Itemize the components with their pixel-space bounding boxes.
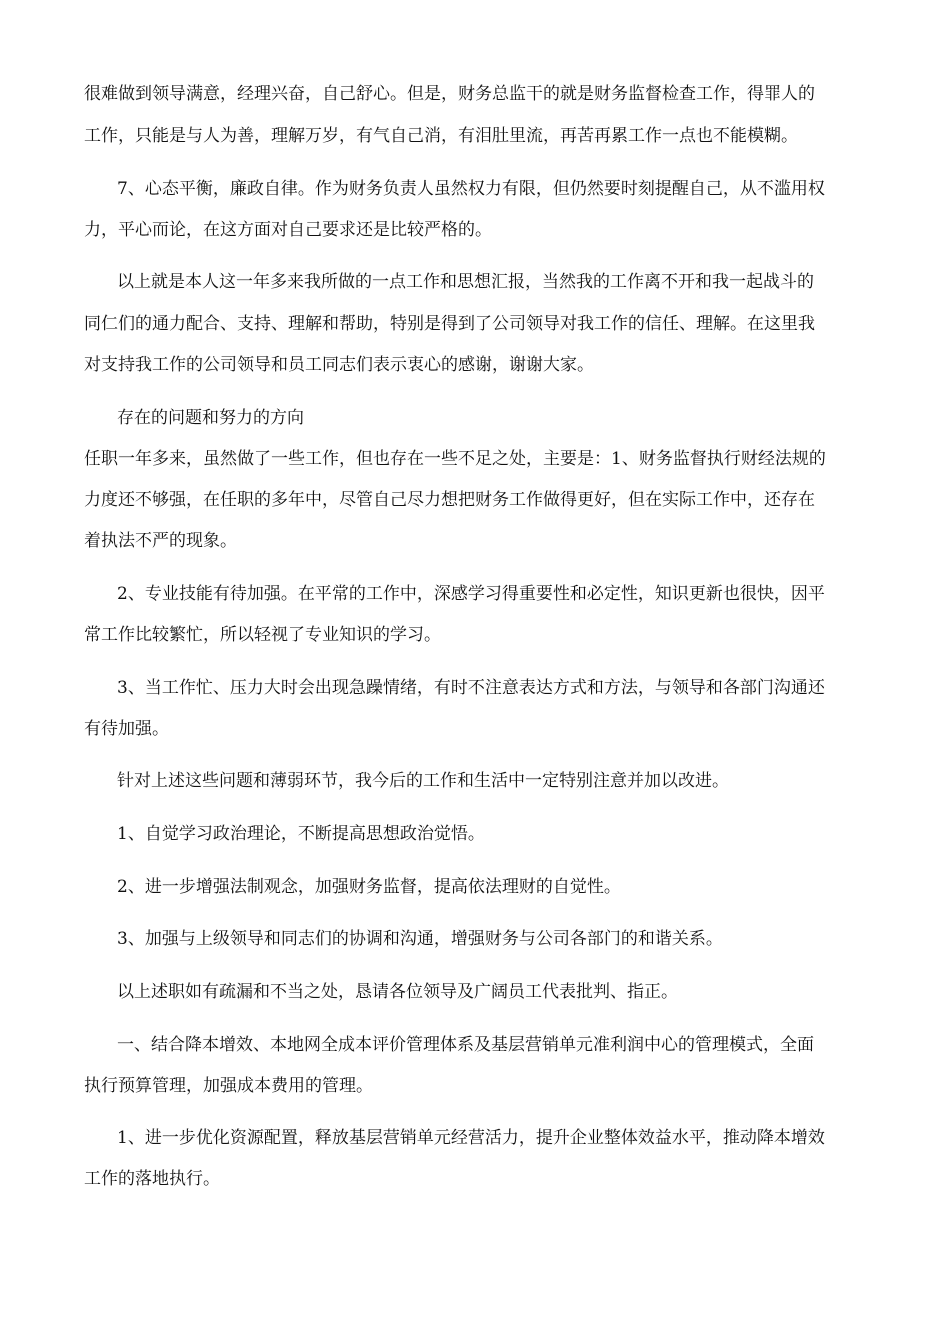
text-line: 很难做到领导满意，经理兴奋，自己舒心。但是，财务总监干的就是财务监督检查工作，得罪人的 (84, 84, 815, 104)
text-line: 1、进一步优化资源配置，释放基层营销单元经营活力，提升企业整体效益水平，推动降本增效 (117, 1128, 825, 1148)
list-item: 1、自觉学习政治理论，不断提高思想政治觉悟。 (117, 824, 485, 844)
text-line: 针对上述这些问题和薄弱环节，我今后的工作和生活中一定特别注意并加以改进。 (117, 771, 729, 791)
text-line: 对支持我工作的公司领导和员工同志们表示衷心的感谢，谢谢大家。 (84, 355, 594, 375)
text-line: 7、心态平衡，廉政自律。作为财务负责人虽然权力有限，但仍然要时刻提醒自己，从不滥用权 (117, 179, 825, 199)
text-line: 有待加强。 (84, 719, 169, 739)
list-item: 2、进一步增强法制观念，加强财务监督，提高依法理财的自觉性。 (117, 877, 621, 897)
text-line: 同仁们的通力配合、支持、理解和帮助，特别是得到了公司领导对我工作的信任、理解。在这里我 (84, 314, 815, 334)
text-line: 以上就是本人这一年多来我所做的一点工作和思想汇报，当然我的工作离不开和我一起战斗的 (117, 272, 814, 292)
text-line: 2、专业技能有待加强。在平常的工作中，深感学习得重要性和必定性，知识更新也很快，因平 (117, 584, 825, 604)
text-line: 力度还不够强，在任职的多年中，尽管自己尽力想把财务工作做得更好，但在实际工作中，还存在 (84, 490, 815, 510)
text-line: 着执法不严的现象。 (84, 531, 237, 551)
text-line: 工作的落地执行。 (84, 1169, 220, 1189)
text-line: 3、当工作忙、压力大时会出现急躁情绪，有时不注意表达方式和方法，与领导和各部门沟通还 (117, 678, 825, 698)
text-line: 力，平心而论，在这方面对自己要求还是比较严格的。 (84, 220, 492, 240)
list-item: 3、加强与上级领导和同志们的协调和沟通，增强财务与公司各部门的和谐关系。 (117, 929, 723, 949)
section-heading: 存在的问题和努力的方向 (117, 408, 304, 428)
text-line: 执行预算管理，加强成本费用的管理。 (84, 1076, 373, 1096)
text-line: 工作，只能是与人为善，理解万岁，有气自己消，有泪肚里流，再苦再累工作一点也不能模糊。 (84, 126, 798, 146)
text-line: 一、结合降本增效、本地网全成本评价管理体系及基层营销单元准利润中心的管理模式，全面 (117, 1035, 814, 1055)
text-line: 常工作比较繁忙，所以轻视了专业知识的学习。 (84, 625, 441, 645)
text-line: 任职一年多来，虽然做了一些工作，但也存在一些不足之处，主要是：1、财务监督执行财经法规的 (84, 449, 826, 469)
text-line: 以上述职如有疏漏和不当之处，恳请各位领导及广阔员工代表批判、指正。 (117, 982, 678, 1002)
